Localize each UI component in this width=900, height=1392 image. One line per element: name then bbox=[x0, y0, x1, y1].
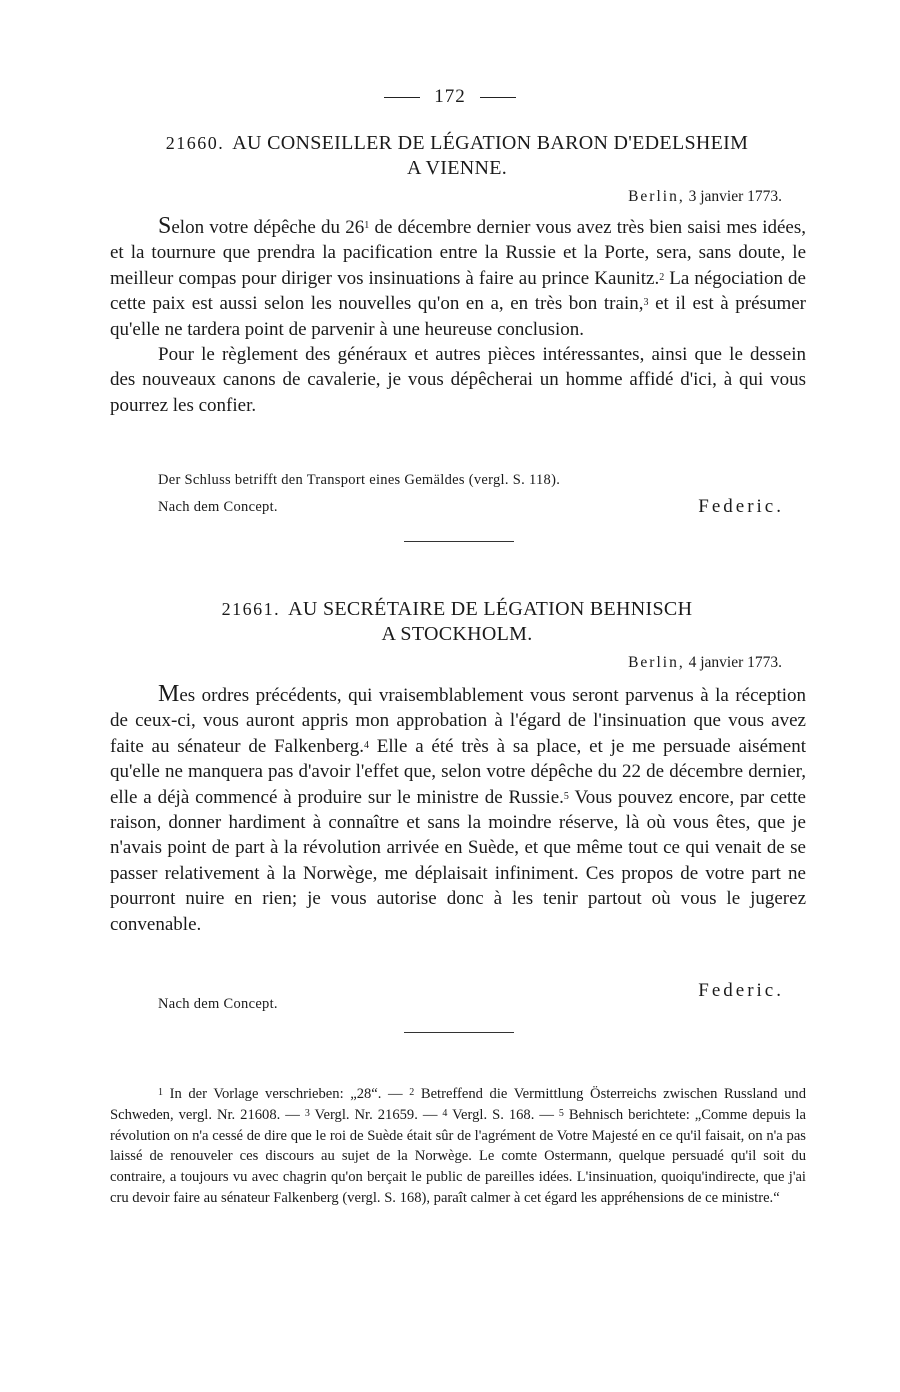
footnote-5: Behnisch berichtete: „Comme depuis la révolution on n'a cessé de dire que le roi de Suède était sûr de l'agrément de Votre Majesté en ce qu'il faisait, on n'a pas laissé de renouveler ces discours au sujet de la Norwège. Le comte Ostermann, quelque persuadé qu'il soit du contraire, a toujours vu avec chagrin qu'on berçait le public de pareilles idées. L'insinuation, quoiqu'indirecte, que j'ai cru devoir faire au sénateur Falkenberg (vergl. S. 168), paraît calmer à cet égard les appréhensions de ce ministre.“ bbox=[110, 1106, 806, 1206]
footnotes bbox=[110, 1084, 806, 1209]
letter-2-title-line1: 21661. AU SECRÉTAIRE DE LÉGATION BEHNISCH bbox=[221, 598, 693, 620]
section-divider-2 bbox=[404, 1032, 514, 1033]
letter-1-dateline bbox=[628, 188, 782, 206]
letter-2-signature: Federic. bbox=[698, 980, 784, 1001]
letter-2-dateline bbox=[628, 654, 782, 672]
letter-1-number: 21660. bbox=[165, 133, 225, 153]
letter-1-signature: Federic. bbox=[698, 496, 784, 517]
letter-1-title-line1: 21660. AU CONSEILLER DE LÉGATION BARON D'EDELSHEIM bbox=[165, 132, 749, 154]
header-dash-right bbox=[480, 97, 516, 98]
section-divider-1 bbox=[404, 541, 514, 542]
footnote-ref-1: 1 bbox=[364, 220, 370, 231]
letter-1-place: Berlin, bbox=[628, 188, 685, 205]
letter-2-number: 21661. bbox=[221, 599, 281, 619]
footnote-marker-4: 4 bbox=[442, 1107, 448, 1119]
letter-1-date: 3 janvier 1773. bbox=[688, 188, 782, 205]
footnote-marker-3: 3 bbox=[304, 1107, 310, 1119]
letter-2-title bbox=[112, 597, 802, 647]
footnote-3: Vergl. Nr. 21659. — bbox=[309, 1106, 443, 1123]
letter-2-place: Berlin, bbox=[628, 654, 685, 671]
page-number: 172 bbox=[434, 86, 466, 107]
letter-1-source-note: Nach dem Concept. bbox=[158, 499, 278, 515]
letter-2-paragraph-1: Mes ordres précédents, qui vraisemblablement vous seront parvenus à la réception de ceux-ci, vous auront appris mon approbation à l'égard de l'insinuation que vous avez faite au sénateur de Falkenberg.$^4$ Elle a été très à sa place, et je me persuade aisément qu'elle ne manquera pas d'avoir l'effet que, selon votre dépêche du 22 de décembre dernier, elle a déjà commencé à produire sur le ministre de Russie.$^5$ Vous pouvez encore, par cette raison, donner hardiment à connaître et sans la moindre réserve, là où vous êtes, que je n'avais point de part à la révolution arrivée en Suède, et que même tout ce qui venait de se passer relativement à la Norwège, me déplaisait infiniment. Ces propos de votre part ne pourront nuire en rien; je vous autorise donc à les tenir partout où vous le jugerez convenable. bbox=[110, 681, 806, 935]
letter-1-title bbox=[112, 131, 802, 181]
footnote-ref-4: 4 bbox=[364, 739, 369, 751]
footnote-1: In der Vorlage verschrieben: „28“. — bbox=[163, 1086, 410, 1102]
footnote-ref-2: 2 bbox=[659, 271, 665, 283]
footnote-2: Betreffend die Vermittlung Österreichs zwischen Russland und Schweden, vergl. Nr. 21608. — bbox=[110, 1086, 806, 1123]
letter-1-body bbox=[110, 214, 806, 418]
footnote-4: Vergl. S. 168. — bbox=[447, 1106, 559, 1123]
header-dash-left bbox=[384, 97, 420, 98]
footnotes-paragraph bbox=[110, 1084, 806, 1209]
footnote-ref-3: 3 bbox=[643, 297, 649, 309]
letter-2-body bbox=[110, 682, 806, 937]
page-header bbox=[0, 86, 900, 108]
footnote-ref-5: 5 bbox=[563, 790, 569, 802]
letter-2-date: 4 janvier 1773. bbox=[688, 654, 782, 671]
footnote-marker-2: 2 bbox=[409, 1087, 415, 1098]
letter-1-paragraph-2: Pour le règlement des généraux et autres pièces intéressantes, ainsi que le dessein des nouveaux canons de cavalerie, je vous dépêcherai un homme affidé d'ici, à qui vous pourrez les confier. bbox=[110, 344, 806, 416]
letter-1-editorial-note: Der Schluss betrifft den Transport eines Gemäldes (vergl. S. 118). bbox=[158, 472, 561, 488]
letter-1-title-line2: A VIENNE. bbox=[406, 157, 508, 179]
footnote-marker-1: 1 bbox=[158, 1087, 163, 1098]
letter-2-source-note: Nach dem Concept. bbox=[158, 996, 278, 1012]
footnote-marker-5: 5 bbox=[558, 1107, 564, 1119]
letter-2-title-line2: A STOCKHOLM. bbox=[381, 623, 533, 645]
letter-1-paragraph-1: Selon votre dépêche du $26^1$ de décembre dernier vous avez très bien saisi mes idées, et la tournure que prendra la pacification entre la Russie et la Porte, sera, sans doute, le meilleur compas pour diriger vos insinuations à faire au prince Kaunitz.$^2$ La négociation de cette paix est aussi selon les nouvelles qu'on en a, en très bon train,$^3$ et il est à présumer qu'elle ne tardera point de parvenir à une heureuse conclusion. bbox=[110, 213, 806, 340]
